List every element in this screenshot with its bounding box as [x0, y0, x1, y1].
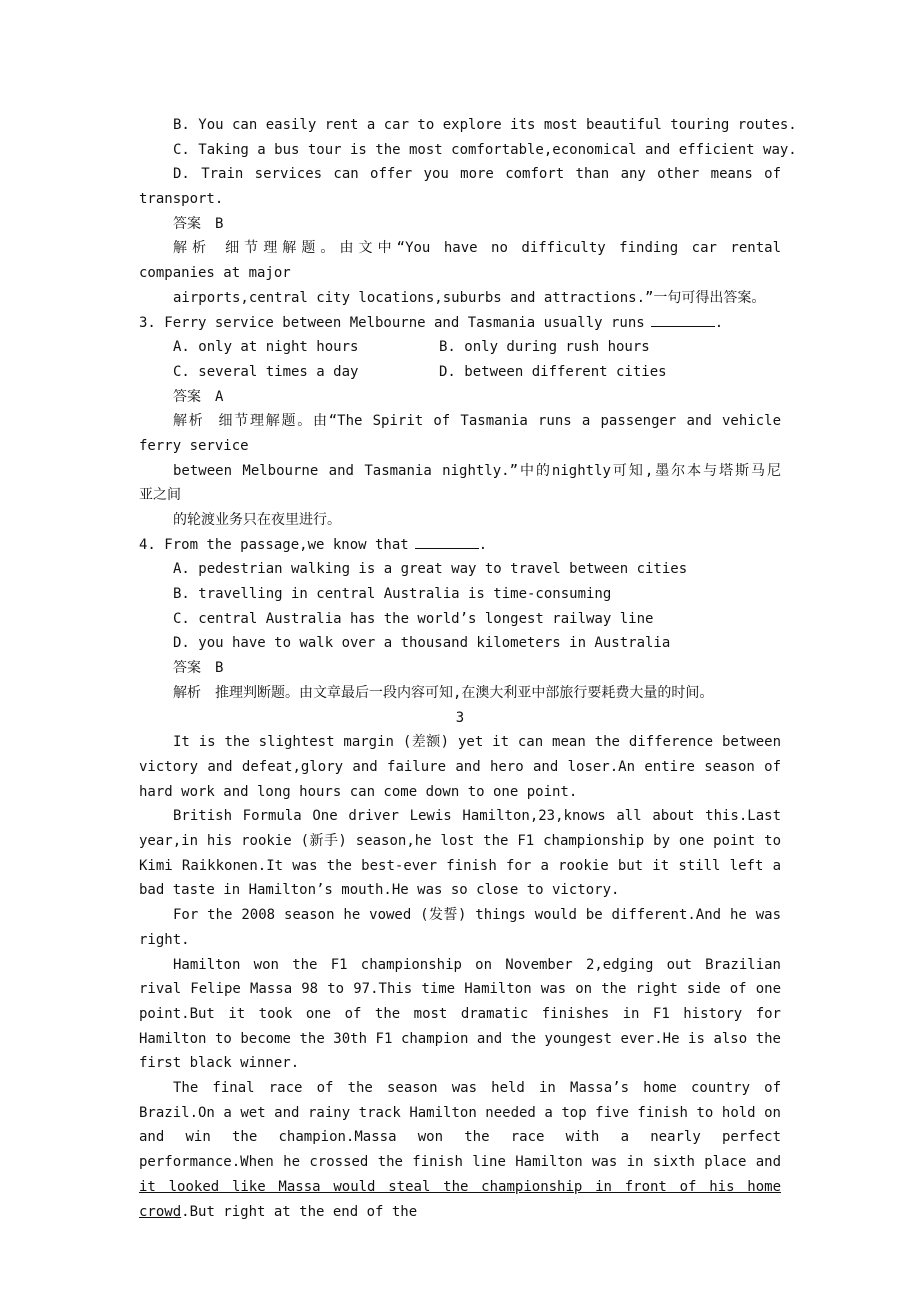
- q4-option-b: B. travelling in central Australia is time-consuming: [173, 586, 612, 603]
- q2-answer: [139, 212, 781, 237]
- q2-option-d-continued: transport.: [139, 191, 224, 208]
- analysis-label: 解析: [173, 413, 205, 430]
- analysis-label: 解析: [173, 240, 212, 257]
- passage-paragraph-5: [139, 1076, 781, 1224]
- answer-value: A: [215, 388, 224, 405]
- answer-label: 答案: [173, 660, 201, 677]
- q2-option-d: D. Train services can offer you more comfort than any other means of: [173, 166, 781, 183]
- q4-stem: [139, 533, 781, 558]
- answer-label: 答案: [173, 215, 201, 232]
- paragraph-text-end: .But right at the end of the: [181, 1203, 418, 1220]
- answer-label: 答案: [173, 388, 201, 405]
- question-end: .: [478, 536, 488, 553]
- passage-paragraph-1: It is the slightest margin (差额) yet it can mean the difference between victory and defeat,glory and failure and hero and loser.An entire season of hard work and long hours can come down to one point.: [139, 734, 781, 800]
- question-text: 4. From the passage,we know that: [139, 536, 409, 553]
- passage-paragraph-4: Hamilton won the F1 championship on November 2,edging out Brazilian rival Felipe Massa 98 to 97.This time Hamilton was on the right side of one point.But it took one of the most dramatic finishes in F1 history for Hamilton to become the 30th F1 champion and the youngest ever.He is also the first black winner.: [139, 956, 781, 1072]
- q3-option-a: A. only at night hours: [173, 339, 359, 356]
- q4-option-d: D. you have to walk over a thousand kilometers in Australia: [173, 635, 671, 652]
- q2-analysis-line3: airports,central city locations,suburbs and attractions.”一句可得出答案。: [173, 289, 766, 306]
- answer-blank: [651, 312, 715, 327]
- q3-analysis-line3: between Melbourne and Tasmania nightly.”中的nightly可知,墨尔本与塔斯马尼: [173, 462, 781, 479]
- passage-paragraph-3: For the 2008 season he vowed (发誓) things would be different.And he was right.: [139, 907, 781, 948]
- q3-options-row1: [139, 335, 781, 360]
- analysis-text: 细节理解题。由“The Spirit of Tasmania runs a passenger and vehicle: [218, 413, 782, 430]
- paragraph-text: The final race of the season was held in Massa’s home country of Brazil.On a wet and rainy track Hamilton needed a top five finish to hold on and win the champion.Massa won the race with a nearly perfect performance.When he crossed the finish line Hamilton was in sixth place and: [139, 1080, 781, 1171]
- q2-analysis: [139, 236, 781, 261]
- q3-option-d: D. between different cities: [439, 363, 667, 380]
- q3-option-c: C. several times a day: [173, 363, 359, 380]
- analysis-text: 细节理解题。由文中“You have no difficulty finding car rental: [225, 240, 781, 257]
- analysis-text: 推理判断题。由文章最后一段内容可知,在澳大利亚中部旅行要耗费大量的时间。: [215, 684, 714, 701]
- q4-answer: [139, 656, 781, 681]
- q3-analysis: [139, 409, 781, 434]
- analysis-label: 解析: [173, 684, 201, 701]
- q2-option-b: B. You can easily rent a car to explore its most beautiful touring routes.: [173, 117, 797, 133]
- q3-answer: [139, 385, 781, 410]
- passage-paragraph-2: British Formula One driver Lewis Hamilton,23,knows all about this.Last year,in his rookie (新手) season,he lost the F1 championship by one point to Kimi Raikkonen.It was the best-ever finish for a rookie but it still left a bad taste in Hamilton’s mouth.He was so close to victory.: [139, 808, 781, 899]
- underlined-phrase: it looked like Massa would steal the championship in front of his home crowd: [139, 1178, 781, 1220]
- question-text: 3. Ferry service between Melbourne and Tasmania usually runs: [139, 314, 645, 331]
- q3-option-b: B. only during rush hours: [439, 339, 650, 356]
- q4-option-a: A. pedestrian walking is a great way to travel between cities: [173, 561, 688, 578]
- q3-analysis-line5: 的轮渡业务只在夜里进行。: [173, 512, 341, 529]
- q4-option-c: C. central Australia has the world’s longest railway line: [173, 610, 654, 627]
- q3-stem: [139, 311, 781, 336]
- q3-analysis-line2: ferry service: [139, 437, 249, 454]
- q4-analysis: [139, 681, 781, 706]
- answer-blank: [415, 534, 479, 549]
- q3-options-row2: [139, 360, 781, 385]
- question-end: .: [714, 314, 724, 331]
- section-number: 3: [455, 709, 465, 726]
- q2-analysis-line2: companies at major: [139, 265, 291, 282]
- q2-option-c: C. Taking a bus tour is the most comfortable,economical and efficient way.: [173, 141, 797, 158]
- document-content: [139, 113, 797, 1224]
- q3-analysis-line4: 亚之间: [139, 487, 181, 504]
- answer-value: B: [215, 660, 224, 677]
- answer-value: B: [215, 215, 224, 232]
